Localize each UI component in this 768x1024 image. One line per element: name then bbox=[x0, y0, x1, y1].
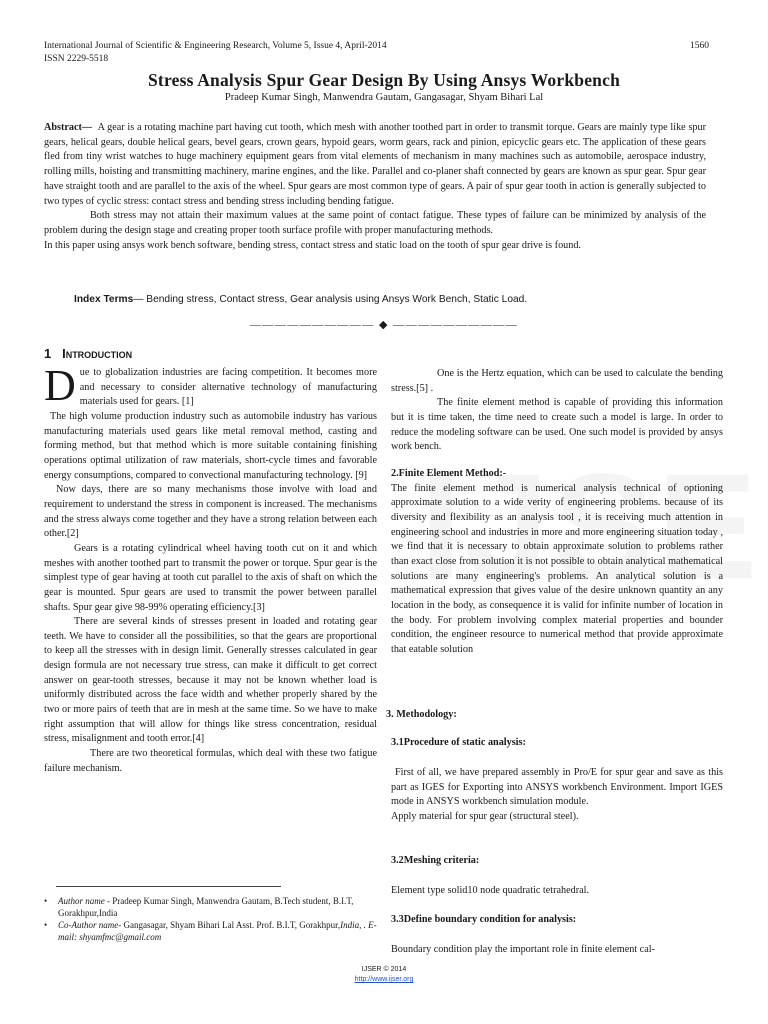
footnote-2-label: Co-Author name bbox=[58, 920, 119, 930]
footnote-2 bbox=[44, 920, 377, 943]
intro-paragraph-5: There are several kinds of stresses present in loaded and rotating gear teeth. We have to consider all the possibilities, so that the gears are proportional to keep all the stresses with in design limit. Generally stresses calculated in gear design formula are not necessary true stress, can make it difficult to get correct answer on gear-tooth stresses, because it may not be known whether load is uniformly distributed across the face width and whether properly shared by the two or more pairs of teeth that are in mesh at the same time. So we have to make right assumption that will allow for things like stress concentration, residual stress, misalignment and tooth error.[4] bbox=[44, 616, 377, 745]
heading-meshing-criteria: 3.2Meshing criteria: bbox=[391, 855, 480, 866]
heading-static-analysis: 3.1Procedure of static analysis: bbox=[391, 737, 526, 748]
drop-cap: D bbox=[44, 361, 76, 410]
abstract-label: Abstract bbox=[44, 122, 82, 133]
heading-boundary-condition: 3.3Define boundary condition for analysis: bbox=[391, 914, 577, 925]
bullet-icon: • bbox=[44, 920, 48, 930]
boundary-paragraph: Boundary condition play the important role in finite element cal- bbox=[391, 944, 655, 955]
footnote-2-country: India, bbox=[340, 920, 362, 930]
heading-finite-element-method: 2.Finite Element Method:- bbox=[391, 467, 507, 479]
intro-paragraph-2: The high volume production industry such as automobile industry has various manufacturing materials used gears like metal removal method, casting and forming method, but that method which is more suitable containing finishing operations optimal utilization of raw materials, short-cycle times and favorable energy consumptions, compared to convectional manufacturing technology. [9] bbox=[44, 410, 377, 481]
right-column bbox=[391, 367, 723, 657]
static-analysis-paragraph-2: Apply material for spur gear (structural steel). bbox=[391, 810, 579, 822]
footer-copyright: IJSER © 2014 bbox=[361, 966, 407, 973]
abstract-paragraph-1: A gear is a rotating machine part having cut tooth, which mesh with another toothed part in order to transmit torque. Gears are mainly type like spur gears, helical gears, double helical gears, bevel gears, crown gears, hypoid gears, worm gears, rack and pinion, epicyclic gears etc. The application of these gears fled from tiny wrist watches to huge machinery equipment gears from vital elements of mechanism in many machines such as automobile, aerospace industry, rolling mills, hoisting and transmitting machinery, marine engines, and the like. Parallel and co-planer shaft connected by gears are known as spur gear. Spur gear have straight tooth and are parallel to the axis of the wheel. Spur gears are most common type of gears. A pair of spur gear tooth in action is generally subjected to two types of cyclic stress: contact stress and bending stress including bending fatigue. bbox=[44, 122, 706, 207]
issn: ISSN 2229-5518 bbox=[44, 54, 109, 64]
abstract-paragraph-3: In this paper using ansys work bench software, bending stress, contact stress and static load on the tooth of spur gear drive is found. bbox=[44, 239, 581, 251]
intro-paragraph-3: Now days, there are so many mechanisms those involve with load and requirement to understand the stress in component is increased. The mechanisms and the stress always come together and they have a strong relation between each other.[2] bbox=[44, 484, 377, 540]
static-analysis-paragraph-1: First of all, we have prepared assembly in Pro/E for spur gear and save as this part as IGES for Exporting into ANSYS workbench Environment. Import IGES mode in ANSYS workbench simulation module. bbox=[391, 767, 723, 808]
right-paragraph-1: One is the Hertz equation, which can be used to calculate the bending stress.[5] . bbox=[391, 368, 723, 394]
right-paragraph-2: The finite element method is capable of providing this information but it is time taken, the time need to create such a model is large. In order to reduce the modeling software can be used. One such model is provided by ansys work bench. bbox=[391, 397, 723, 453]
footnote-2-text: - Gangasagar, Shyam Bihari Lal Asst. Prof. B.I.T, Gorakhpur, bbox=[118, 920, 341, 930]
footnote-1 bbox=[44, 896, 377, 919]
abstract-dash: — bbox=[81, 122, 93, 133]
author-list: Pradeep Kumar Singh, Manwendra Gautam, Gangasagar, Shyam Bihari Lal bbox=[224, 92, 544, 103]
footnote-1-text: - Pradeep Kumar Singh, Manwendra Gautam, B.Tech student, B.I.T, Gorakhpur,India bbox=[58, 896, 354, 918]
meshing-paragraph: Element type solid10 node quadratic tetrahedral. bbox=[391, 885, 590, 896]
section-heading-introduction bbox=[44, 346, 132, 361]
static-analysis-body bbox=[391, 766, 723, 825]
page-number: 1560 bbox=[690, 41, 709, 51]
index-terms-label: Index Terms bbox=[74, 294, 134, 305]
heading-methodology: 3. Methodology: bbox=[386, 709, 457, 720]
intro-paragraph-4: Gears is a rotating cylindrical wheel having tooth cut on it and which meshes with another toothed part to transmit the power or torque. Spur gear is the simplest type of gear having at tooth cut parallel to the axis of shaft on which the gear is mounted. Spur gears are used to transmit the power between parallel shafts. Spur gear give 98-99% operating efficiency.[3] bbox=[44, 542, 377, 613]
bullet-icon: • bbox=[44, 896, 48, 906]
index-terms-text: — Bending stress, Contact stress, Gear analysis using Ansys Work Bench, Static Load. bbox=[133, 294, 528, 305]
footnote-2-email[interactable]: shyamfmc@gmail.com bbox=[79, 931, 162, 942]
fem-paragraph: The finite element method is numerical analysis technical of optioning approximate solution to a wide verity of engineering problems. because of its diversity and flexibility as an analysis tool , it is receiving much attention in engineering school and industries in more and more engineering situation today , we find that it is necessary to obtain approximate solution to problems rather than exact close from solution it is not possible to obtain analytical mathematical solutions are many engineering's problems. An analytical solution is a mathematical expression that gives value of the desire unknown quantity an any location in the body, as consequence it is valid for infinite number of location in the body. For problem involving complex material properties and bounder condition, the engineer resource to numerical method that provide approximate that eatable solution bbox=[391, 482, 723, 655]
intro-paragraph-1: ue to globalization industries are facing competition. It becomes more and necessary to consider alternative technology of manufacturing materials used for gears. [1] bbox=[79, 367, 377, 408]
left-column bbox=[44, 361, 377, 776]
footnote-2-email-label: . E-mail: bbox=[58, 920, 377, 942]
paper-title: Stress Analysis Spur Gear Design By Using Ansys Workbench bbox=[147, 70, 621, 90]
intro-paragraph-6: There are two theoretical formulas, which deal with these two fatigue failure mechanism. bbox=[44, 748, 377, 774]
journal-header: International Journal of Scientific & Engineering Research, Volume 5, Issue 4, April-2014 bbox=[44, 41, 387, 51]
section-title: Introduction bbox=[62, 346, 133, 361]
footnote-rule bbox=[56, 886, 281, 887]
section-number: 1 bbox=[44, 346, 52, 361]
index-terms bbox=[74, 294, 694, 305]
footnotes bbox=[44, 896, 377, 943]
footer-link[interactable]: http://www.ijser.org bbox=[354, 976, 414, 983]
abstract-paragraph-2: Both stress may not attain their maximum values at the same point of contact fatigue. These types of failure can be minimized by analysis of the problem during the design stage and creating proper tooth surface profile with proper manufacturing methods. bbox=[44, 210, 706, 236]
section-separator: —————————— ◆ —————————— bbox=[249, 319, 519, 331]
footnote-1-label: Author name bbox=[58, 896, 105, 906]
abstract bbox=[44, 121, 706, 253]
